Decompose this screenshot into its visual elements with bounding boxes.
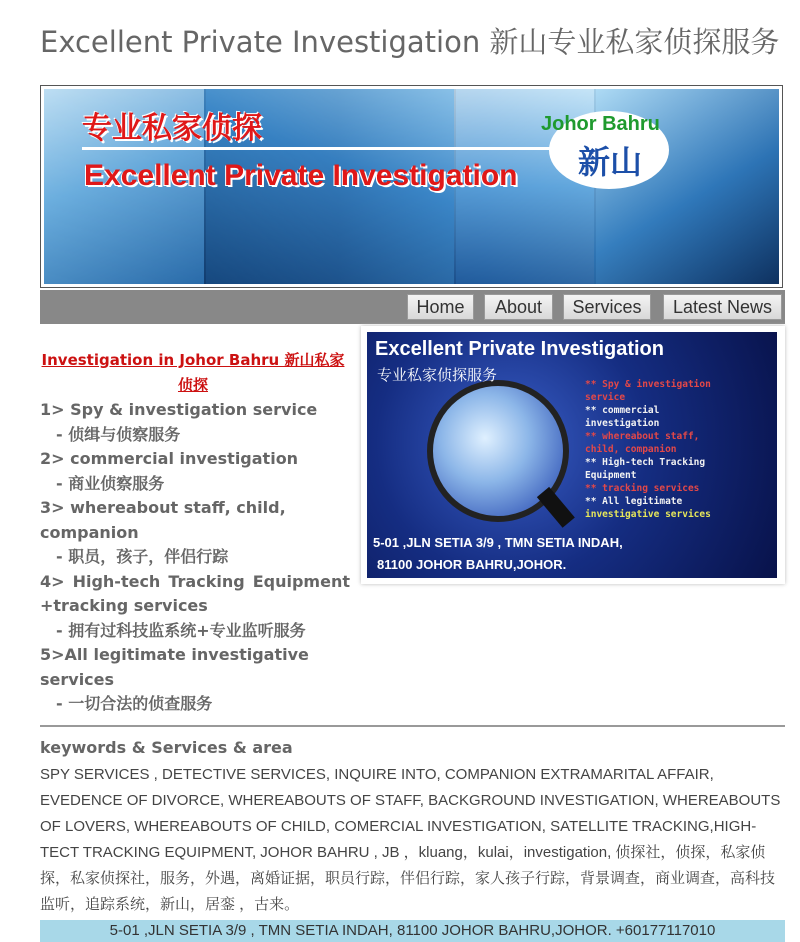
banner-image [44,89,779,284]
promo-image-frame [361,326,785,584]
promo-address [373,532,623,576]
service-item-en: 3> whereabout staff, child, companion [40,498,286,542]
services-column [40,348,350,717]
service-item-zh: - 职员，孩子，伴侣行踪 [56,547,229,566]
intro-heading-link[interactable]: Investigation in Johor Bahru 新山私家侦探 [41,351,345,394]
site-title: Excellent Private Investigation 新山专业私家侦探服务 [40,25,780,59]
service-item-en: 2> commercial investigation [40,449,299,468]
promo-service-item: service [585,392,626,403]
promo-title: Excellent Private Investigation [375,338,664,360]
promo-service-item: ** whereabout staff, [585,431,700,442]
promo-service-item: investigation [585,418,660,429]
banner-badge-en: Johor Bahru [541,113,660,135]
promo-service-item: ** Spy & investigation [585,379,711,390]
nav-home-button[interactable]: Home [407,294,474,320]
promo-service-item: Equipment [585,470,637,481]
banner-divider [82,147,552,150]
service-item-en: 4> High-tech Tracking Equipment +tracking services [40,571,350,615]
promo-address-line: 81100 JOHOR BAHRU,JOHOR. [377,557,567,572]
promo-service-item: ** High-tech Tracking [585,457,706,468]
banner-badge-zh: 新山 [578,143,643,181]
section-divider [40,725,785,727]
service-item-en: 5>All legitimate investigative services [40,645,309,689]
magnifier-handle-icon [537,487,575,528]
keywords-text: SPY SERVICES , DETECTIVE SERVICES, INQUIRE INTO, COMPANION EXTRAMARITAL AFFAIR, EVEDENCE OF DIVORCE, WHEREABOUTS OF STAFF, BACKGROUND INVESTIGATION, WHEREABOUTS OF LOVERS, WHEREABOUTS OF CHILD, COMERCIAL INVESTIGATION, SATELLITE TRACKING,HIGH-TECT TRACKING EQUIPMENT, JOHOR BAHRU , JB ，kluang，kulai，investigation, 侦探社，侦探，私家侦探，私家侦探社，服务，外遇，离婚证据，职员行踪，伴侣行踪，家人孩子行踪，背景调查，商业调查，高科技监听，追踪系统，新山，居銮 ，古来。 [40,766,781,913]
service-item-zh: - 一切合法的侦查服务 [56,694,213,713]
nav-about-button[interactable]: About [484,294,553,320]
service-item-zh: - 侦缉与侦察服务 [56,424,181,444]
footer-address: 5-01 ,JLN SETIA 3/9 , TMN SETIA INDAH, 81100 JOHOR BAHRU,JOHOR. +60177117010 [40,920,785,942]
promo-service-item: investigative services [585,509,711,520]
header-banner [40,85,783,288]
service-item-zh: - 拥有过科技监系统+专业监听服务 [56,620,306,640]
nav-services-button[interactable]: Services [563,294,651,320]
promo-service-item: ** All legitimate [585,496,683,507]
banner-en-title: Excellent Private Investigation [84,159,518,192]
keywords-heading: keywords & Services & area [40,738,293,757]
promo-subtitle: 专业私家侦探服务 [377,366,498,384]
promo-services-list [585,378,775,521]
service-item-en: 1> Spy & investigation service [40,400,318,419]
banner-zh-title: 专业私家侦探 [82,111,262,146]
promo-service-item: child, companion [585,444,677,455]
promo-image [367,332,777,578]
nav-latest-news-button[interactable]: Latest News [663,294,782,320]
nav-bar [40,290,785,324]
services-list [40,398,350,717]
promo-service-item: ** tracking services [585,483,700,494]
promo-address-line: 5-01 ,JLN SETIA 3/9 , TMN SETIA INDAH, [373,535,623,550]
promo-service-item: ** commercial [585,405,660,416]
service-item-zh: - 商业侦察服务 [56,473,165,493]
